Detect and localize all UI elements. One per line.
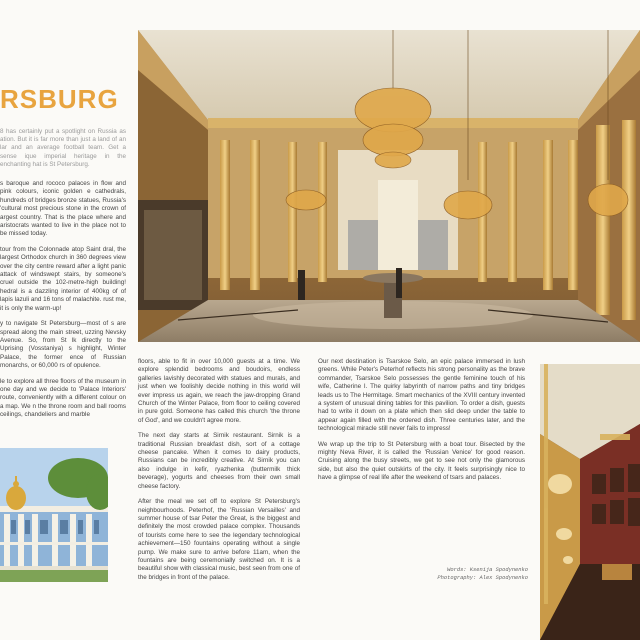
grand-hall-illustration xyxy=(138,30,640,342)
text-column-1 xyxy=(0,180,126,427)
photo-palace-gallery xyxy=(540,364,640,640)
words-credit: Words: Ksenija Spodynenko xyxy=(447,567,528,573)
paragraph: After the meal we set off to explore St Petersburg's neighbourhoods. Peterhof, the 'Russian Versailles' and summer house of tsar Peter the Great, is the biggest and definitely the most crowded palace complex. Thousands of tourists come here to see the legendary technological achievement—150 fountains operating without a single pump. We make sure to arrive before 11am, when the fountains are being ceremonially switched on. It is a beautiful show with classical music, best seen from one of the bridges in front of the palace. xyxy=(138,498,300,581)
palace-illustration xyxy=(0,448,108,582)
article-intro: 8 has certainly put a spotlight on Russia as ation. But it is far more than just a land of an lar and an average football team. Get a sense ique imperial heritage in the enchanting hat is St Petersburg. xyxy=(0,128,126,168)
paragraph: The next day starts at Sirnik restaurant. Sirnik is a traditional Russian breakfast dish, sort of a cottage cheese pancake. When it comes to dairy products, Russians can be incredibly creative. At Sirnik you can also indulge in kefir, ryazhenka (buttermilk thick beverage), yogurts and cheeses from their own small cheese factory. xyxy=(138,432,300,490)
photo-catherine-palace xyxy=(0,448,108,582)
photo-credits xyxy=(418,566,528,582)
paragraph: s baroque and rococo palaces in flow and pink colours, iconic golden e cathedrals, hundreds of bridges bronze statues, Russia's 'cultural most precious stone in the crown of argest country. That is the place where and aristocrats wanted to live in the place not to be missed today. xyxy=(0,180,126,238)
photography-credit: Photography: Alex Spodynenko xyxy=(437,575,528,581)
text-column-2 xyxy=(138,358,300,589)
gallery-illustration xyxy=(540,364,640,640)
article-title: RSBURG xyxy=(0,84,119,114)
paragraph: tour from the Colonnade atop Saint dral, the largest Orthodox church in 360 degrees view over the city centre reward after a light panic attack of windswept stairs, by someone's cruel outside the 102-metre-high building! hedral is a dazzling interior of 400kg of of lapis lazuli and 16 tons of malachite. rust me, it is only the warm-up! xyxy=(0,245,126,312)
paragraph: Our next destination is Tsarskoe Selo, an epic palace immersed in lush greens. While Peter's Peterhof reflects his strong personality as the brave commander, Tsarskoe Selo possesses the gentle feminine touch of his wife, Catherine I. The quirky labyrinth of narrow paths and tiny bridges leads us to The Hermitage. Smart mechanics of the XVIII century invented a system of unusual dining tables for this pavilion. To order a dish, guests had to write it down on a plate which then slid deep under the table to appear again filled with the ordered dish. Three centuries later, and the technological miracle still never fails to impress! xyxy=(318,358,525,433)
paragraph: floors, able to fit in over 10,000 guests at a time. We explore splendid bedrooms and boudoirs, endless galleries lavishly decorated with statues and murals, and just when we foolishly decide nothing in this world will ever impress us again, we reach the jaw-dropping Grand Church of the Winter Palace, from floor to ceiling covered in pure gold. Someone has called this church 'the throne of God', and we couldn't agree more. xyxy=(138,358,300,424)
text-column-3 xyxy=(318,358,525,490)
paragraph: y to navigate St Petersburg—most of s are spread along the main street, uzzing Nevsky Avenue. So, from St lk directly to the Uprising (Vosstaniya) s highlight, Winter Palace, the former ence of Russian monarchs, or 60,000 rs of opulence. xyxy=(0,320,126,370)
hero-photo-grand-hall xyxy=(138,30,640,342)
paragraph: We wrap up the trip to St Petersburg with a boat tour. Bisected by the mighty Neva River, it is called the 'Russian Venice' for good reason. Cruising along the busy streets, we get to see not only the glamorous side, but also the quiet outskirts of the city. It feels surprisingly nice to have a glimpse of real life after the weekend of tsars and palaces. xyxy=(318,440,525,482)
paragraph: le to explore all three floors of the museum in one day and we decide to 'Palace Interiors' route, conveniently with a different colour on a map. We n the throne room and ball rooms ceilings, chandeliers and marble xyxy=(0,377,126,419)
